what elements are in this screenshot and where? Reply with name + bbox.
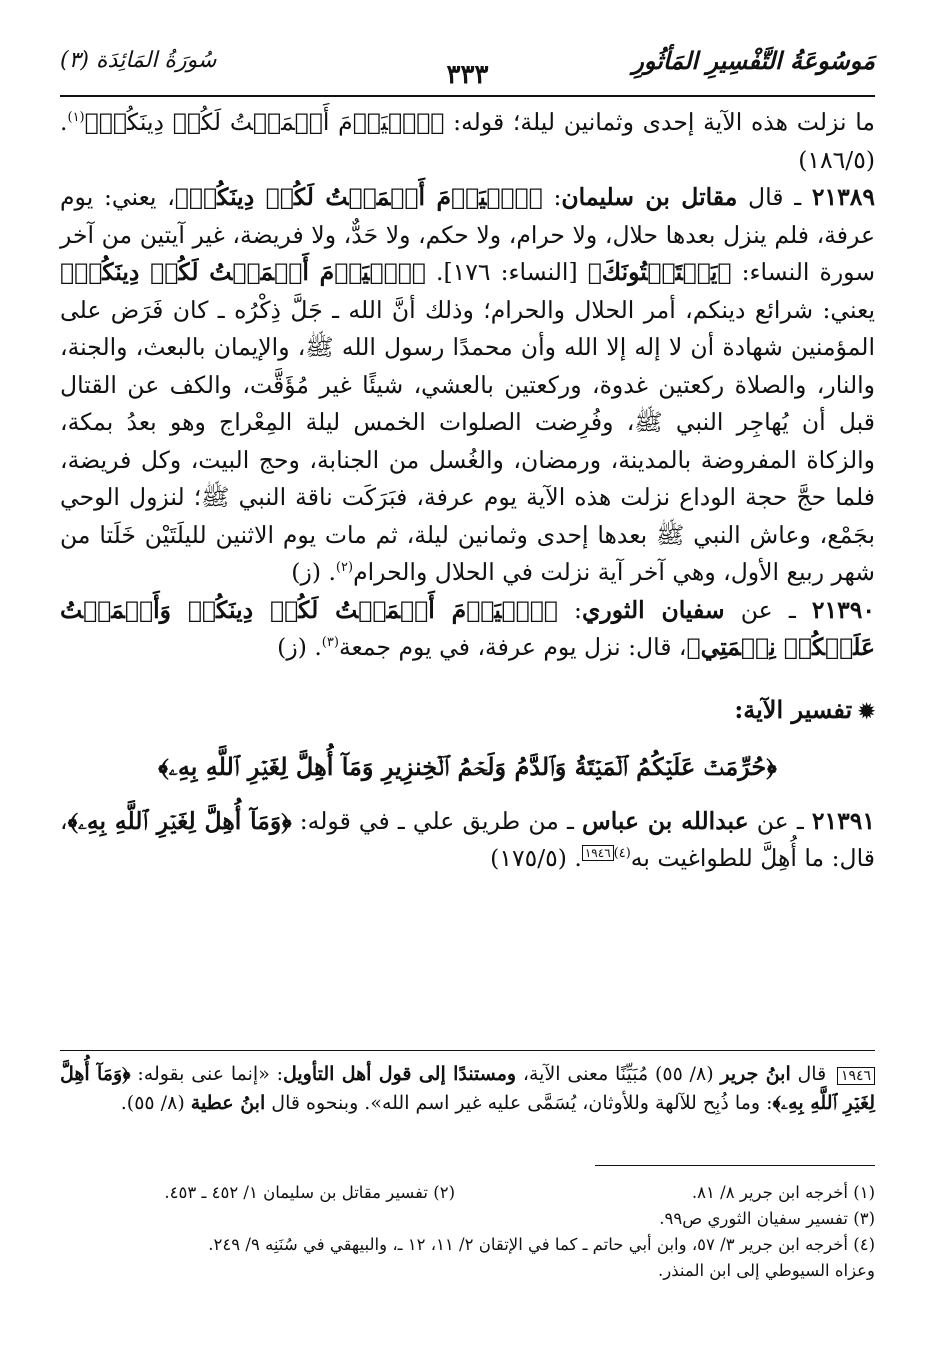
- commentary-note: ١٩٤٦ قال ابنُ جرير (٨/ ٥٥) مُبَيِّنًا معنى الآية، ومستندًا إلى قول أهل التأويل: «إنما عنى بقوله: ﴿وَمَآ أُهِلَّ لِغَيۡرِ ٱللَّهِ بِهِۦ﴾: وما ذُبِح للآلهة وللأوثان، يُسَمَّى عليه غير اسم الله». وبنحوه قال ابنُ عطية (٨/ ٥٥).: [60, 1063, 875, 1114]
- book-title: مَوسُوعَةُ التَّفْسِيرِ المَأثُورِ: [632, 46, 875, 75]
- paragraph-continuation: ما نزلت هذه الآية إحدى وثمانين ليلة؛ قوله: ﴿ٱلۡيَوۡمَ أَكۡمَلۡتُ لَكُمۡ دِينَكُمۡ﴾$^{(١)}$. (١٨٦/٥): [60, 108, 875, 174]
- footnote-ref[interactable]: (٢): [335, 560, 354, 576]
- footnote-ref[interactable]: (١): [67, 110, 85, 126]
- quran-quote: ﴿ٱلۡيَوۡمَ أَكۡمَلۡتُ لَكُمۡ دِينَكُمۡ﴾: [174, 183, 543, 211]
- note-separator: [60, 1050, 875, 1051]
- hadith-number: ٢١٣٩٠: [811, 595, 875, 624]
- quran-quote: ﴿يَسۡتَفۡتُونَكَ﴾: [587, 258, 732, 286]
- page-header: [60, 40, 875, 92]
- quran-quote: ﴿وَمَآ أُهِلَّ لِغَيۡرِ ٱللَّهِ بِهِۦ﴾: [60, 1063, 875, 1114]
- hadith-21389: ٢١٣٨٩ ـ قال مقاتل بن سليمان: ﴿ٱلۡيَوۡمَ أَكۡمَلۡتُ لَكُمۡ دِينَكُمۡ﴾، يعني: يوم عرفة، فلم ينزل بعدها حلال، ولا حرام، ولا حكم، ولا حَدٌّ، ولا فريضة، غير آيتين من آخر سورة النساء: ﴿يَسۡتَفۡتُونَكَ﴾ [النساء: ١٧٦]. ﴿ٱلۡيَوۡمَ أَكۡمَلۡتُ لَكُمۡ دِينَكُمۡ﴾ يعني: شرائع دينكم، أمر الحلال والحرام؛ وذلك أنَّ الله ـ جَلَّ ذِكْرُه ـ كان فَرَض على المؤمنين شهادة أن لا إله إلا الله وأن محمدًا رسول الله ﷺ، والإيمان بالبعث، والجنة، والنار، والصلاة ركعتين غدوة، وركعتين بالعشي، شيئًا غير مُؤَقَّت، والكف عن القتال قبل أن يُهاجِر النبي ﷺ، وفُرِضت الصلوات الخمس ليلة المِعْراج وهو بعدُ بمكة، والزكاة المفروضة بالمدينة، ورمضان، والغُسل من الجنابة، وحج البيت، وكل فريضة، فلما حجَّ حجة الوداع نزلت هذه الآية يوم عرفة، فبَرَكَت ناقة النبي ﷺ؛ لنزول الوحي بجَمْع، وعاش النبي ﷺ بعدها إحدى وثمانين ليلة، ثم مات يوم الاثنين لليلَتَيْن خَلَتا من شهر ربيع الأول، وهي آخر آية نزلت في الحلال والحرام$^{(٢)}$. (ز): [60, 183, 876, 586]
- sura-name: سُورَةُ المَائِدَة (٣): [60, 48, 217, 73]
- section-heading: ✹تفسير الآية:: [734, 694, 875, 724]
- note-ref-box[interactable]: ١٩٤٦: [582, 845, 614, 861]
- page-number: ٣٣٣: [446, 60, 489, 90]
- footnotes: [60, 1180, 875, 1284]
- quran-quote: ﴿وَمَآ أُهِلَّ لِغَيۡرِ ٱللَّهِ بِهِۦ﴾: [67, 806, 292, 835]
- narrator-name: مقاتل بن سليمان: [561, 183, 738, 211]
- hadith-number: ٢١٣٨٩: [811, 183, 876, 211]
- footnote-ref[interactable]: (٤): [613, 846, 631, 862]
- hadith-number: ٢١٣٩١: [811, 806, 875, 835]
- scholar-name: ابنُ جرير: [720, 1063, 791, 1085]
- verse-heading: ﴿حُرِّمَتۡ عَلَيۡكُمُ ٱلۡمَيۡتَةُ وَٱلدَّمُ وَلَحۡمُ ٱلۡخِنزِيرِ وَمَآ أُهِلَّ لِغَيۡرِ ٱللَّهِ بِهِۦ﴾: [158, 751, 777, 781]
- scholar-name: ابنُ عطية: [190, 1092, 266, 1114]
- footnote-1: (١) أخرجه ابن جرير ٨/ ٨١.: [691, 1183, 875, 1202]
- footnote-ref[interactable]: (٣): [321, 635, 339, 651]
- narrator-name: عبدالله بن عباس: [582, 806, 749, 835]
- quran-quote: ﴿ٱلۡيَوۡمَ أَكۡمَلۡتُ لَكُمۡ دِينَكُمۡ﴾: [60, 258, 426, 286]
- footnote-4-cont: وعزاه السيوطي إلى ابن المنذر.: [658, 1261, 875, 1280]
- hadith-21390: ٢١٣٩٠ ـ عن سفيان الثوري: ﴿ٱلۡيَوۡمَ أَكۡمَلۡتُ لَكُمۡ دِينَكُمۡ وَأَتۡمَمۡتُ عَلَيۡكُمۡ نِعۡمَتِي﴾، قال: نزل يوم عرفة، في يوم جمعة$^{(٣)}$. (ز): [60, 595, 875, 661]
- hadith-21391: ٢١٣٩١ ـ عن عبدالله بن عباس ـ من طريق علي ـ في قوله: ﴿وَمَآ أُهِلَّ لِغَيۡرِ ٱللَّهِ بِهِۦ﴾، قال: ما أُهِلَّ للطواغيت به$^{(٤)}$١٩٤٦. (١٧٥/٥): [60, 806, 875, 872]
- footnote-3: (٣) تفسير سفيان الثوري ص٩٩.: [659, 1209, 875, 1228]
- header-rule: [60, 95, 875, 97]
- narrator-name: سفيان الثوري: [581, 595, 725, 624]
- main-text: [60, 104, 875, 878]
- footnote-4: (٤) أخرجه ابن جرير ٣/ ٥٧، وابن أبي حاتم ـ كما في الإتقان ٢/ ١١، ١٢ ـ، والبيهقي في سُنَنِه ٩/ ٢٤٩.: [208, 1235, 875, 1254]
- footnote-2: (٢) تفسير مقاتل بن سليمان ١/ ٤٥٢ ـ ٤٥٣.: [164, 1183, 455, 1202]
- note-number-box: ١٩٤٦: [837, 1067, 875, 1085]
- quran-quote: ﴿ٱلۡيَوۡمَ أَكۡمَلۡتُ لَكُمۡ دِينَكُمۡ وَأَتۡمَمۡتُ عَلَيۡكُمۡ نِعۡمَتِي﴾: [60, 595, 875, 661]
- page: [60, 40, 875, 1350]
- flower-icon: ✹: [858, 698, 875, 723]
- footnote-separator: [595, 1165, 875, 1166]
